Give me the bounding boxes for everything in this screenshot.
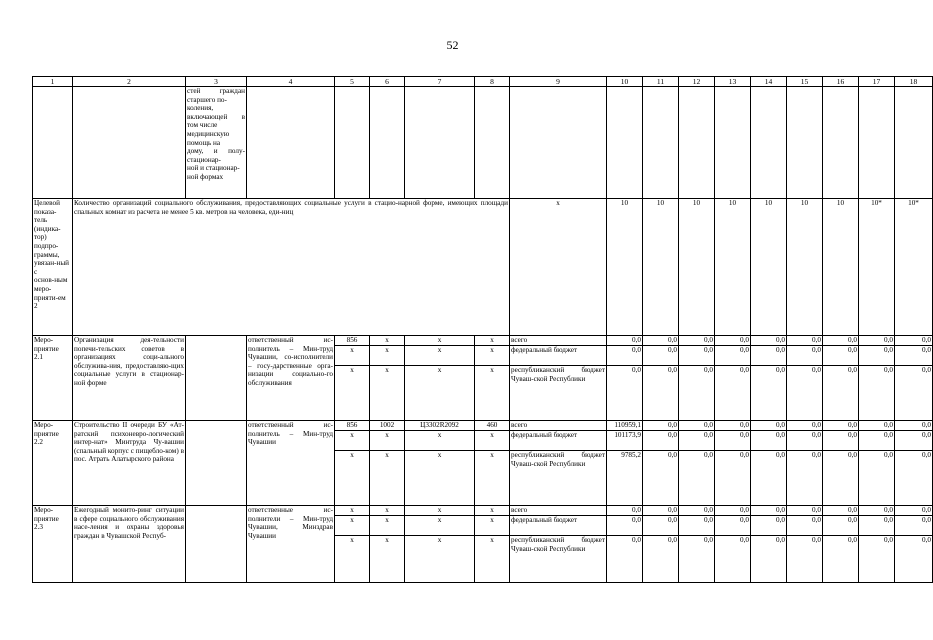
amount-cell: 0,0: [679, 451, 715, 506]
amount-cell: 0,0: [607, 516, 643, 536]
measure-name: Строительство II очереди БУ «Ат-ратский психоневро-логический интер-нат» Минтруда Чу-вашии (спальный корпус с пищебло-ком) в пос. Атрать Алатырского района: [73, 421, 186, 506]
amount-cell: 0,0: [643, 336, 679, 346]
code-target: х: [405, 451, 475, 506]
code-grbs: х: [335, 506, 370, 516]
measure-col3: [186, 336, 247, 421]
amount-cell: 0,0: [823, 346, 859, 366]
code-grbs: х: [335, 516, 370, 536]
amount-cell: 0,0: [895, 516, 933, 536]
amount-cell: 0,0: [715, 536, 751, 583]
table-cell: [405, 87, 475, 199]
code-expense: х: [475, 451, 510, 506]
header-cell: 12: [679, 77, 715, 87]
amount-cell: 0,0: [895, 346, 933, 366]
amount-cell: 0,0: [679, 346, 715, 366]
code-section: х: [370, 336, 405, 346]
amount-cell: 0,0: [751, 536, 787, 583]
header-cell: 6: [370, 77, 405, 87]
table-cell: [751, 87, 787, 199]
code-grbs: х: [335, 451, 370, 506]
measure-responsible: ответственные ис-полнители – Мин-труд Чувашии, Минздрав Чувашии: [247, 506, 335, 583]
amount-cell: 0,0: [859, 431, 895, 451]
code-section: х: [370, 536, 405, 583]
code-expense: х: [475, 346, 510, 366]
amount-cell: 0,0: [751, 506, 787, 516]
table-cell: [247, 87, 335, 199]
measure-name: Ежегодный монито-ринг ситуации в сфере социального обслуживания насе-ления и охраны здоровья граждан в Чувашской Респуб-: [73, 506, 186, 583]
header-cell: 13: [715, 77, 751, 87]
code-expense: х: [475, 516, 510, 536]
header-cell: 5: [335, 77, 370, 87]
amount-cell: 0,0: [823, 336, 859, 346]
code-target: х: [405, 431, 475, 451]
code-grbs: х: [335, 536, 370, 583]
header-cell: 1: [33, 77, 73, 87]
funding-source: федеральный бюджет: [510, 431, 607, 451]
code-target: Ц3302R2092: [405, 421, 475, 431]
header-cell: 16: [823, 77, 859, 87]
measure-col3: [186, 506, 247, 583]
funding-source: всего: [510, 506, 607, 516]
indicator-description: Количество организаций социального обслуживания, предоставляющих социальные услуги в стацио-нарной форме, имеющих площади спальных комнат из расчета не менее 5 кв. метров на человека, еди-ниц: [73, 199, 510, 336]
measure-responsible: ответственный ис-полнитель – Мин-труд Чувашии, со-исполнители – госу-дарственные орга-низации социально-го обслуживания: [247, 336, 335, 421]
continuation-row: [33, 87, 933, 199]
measure-responsible: ответственный ис-полнитель – Мин-труд Чувашии: [247, 421, 335, 506]
code-expense: 460: [475, 421, 510, 431]
indicator-value: 10*: [895, 199, 933, 336]
indicator-row: [33, 199, 933, 336]
table-cell: [823, 87, 859, 199]
indicator-label: [33, 199, 73, 336]
table-row: [33, 336, 933, 346]
amount-cell: 0,0: [787, 366, 823, 421]
continuation-text: стей граждан старшего по- коления, включающей в том числе медицинскую помощь на дому, и полу-стационар- ной и стационар- ной формах: [187, 87, 245, 181]
code-grbs: х: [335, 366, 370, 421]
code-section: 1002: [370, 421, 405, 431]
table-row: [33, 421, 933, 431]
code-target: х: [405, 366, 475, 421]
amount-cell: 0,0: [751, 336, 787, 346]
funding-source: федеральный бюджет: [510, 346, 607, 366]
amount-cell: 0,0: [787, 506, 823, 516]
funding-source: всего: [510, 336, 607, 346]
amount-cell: 0,0: [643, 516, 679, 536]
amount-cell: 0,0: [715, 421, 751, 431]
funding-source: республиканский бюджет Чуваш-ской Республики: [510, 366, 607, 421]
indicator-label-text: Целевой показа- тель (индика-тор) подпро-граммы, увязан-ный с основ-ным меро- прияти-ем 2: [34, 199, 69, 311]
amount-cell: 0,0: [787, 421, 823, 431]
table-cell: [73, 87, 186, 199]
indicator-col9: х: [510, 199, 607, 336]
table-cell: [643, 87, 679, 199]
funding-source: федеральный бюджет: [510, 516, 607, 536]
code-grbs: х: [335, 431, 370, 451]
amount-cell: 0,0: [787, 346, 823, 366]
measure-label-text: Меро- приятие 2.2: [34, 421, 59, 447]
amount-cell: 0,0: [679, 431, 715, 451]
amount-cell: 0,0: [679, 516, 715, 536]
code-target: х: [405, 516, 475, 536]
header-cell: 9: [510, 77, 607, 87]
amount-cell: 0,0: [823, 366, 859, 421]
amount-cell: 0,0: [715, 346, 751, 366]
header-cell: 17: [859, 77, 895, 87]
indicator-value: 10: [787, 199, 823, 336]
amount-cell: 0,0: [643, 366, 679, 421]
amount-cell: 0,0: [787, 536, 823, 583]
amount-cell: 0,0: [859, 506, 895, 516]
header-cell: 18: [895, 77, 933, 87]
code-section: х: [370, 506, 405, 516]
amount-cell: 0,0: [751, 421, 787, 431]
amount-cell: 0,0: [859, 336, 895, 346]
amount-cell: 0,0: [679, 421, 715, 431]
header-cell: 2: [73, 77, 186, 87]
code-target: х: [405, 536, 475, 583]
code-section: х: [370, 366, 405, 421]
amount-cell: 0,0: [859, 366, 895, 421]
table-cell: [715, 87, 751, 199]
amount-cell: 0,0: [643, 451, 679, 506]
amount-cell: 0,0: [823, 451, 859, 506]
amount-cell: 0,0: [643, 431, 679, 451]
amount-cell: 0,0: [823, 431, 859, 451]
amount-cell: 0,0: [751, 366, 787, 421]
amount-cell: 0,0: [823, 516, 859, 536]
budget-table: [32, 76, 933, 583]
amount-cell: 0,0: [751, 516, 787, 536]
amount-cell: 0,0: [859, 536, 895, 583]
code-target: х: [405, 506, 475, 516]
header-cell: 4: [247, 77, 335, 87]
amount-cell: 0,0: [715, 506, 751, 516]
table-cell: [787, 87, 823, 199]
amount-cell: 0,0: [895, 336, 933, 346]
amount-cell: 0,0: [751, 451, 787, 506]
indicator-value: 10: [679, 199, 715, 336]
measure-label-text: Меро- приятие 2.1: [34, 336, 59, 362]
amount-cell: 101173,9: [607, 431, 643, 451]
measure-label: [33, 506, 73, 583]
table-cell: [335, 87, 370, 199]
amount-cell: 0,0: [607, 506, 643, 516]
amount-cell: 0,0: [679, 336, 715, 346]
code-target: х: [405, 346, 475, 366]
amount-cell: 0,0: [607, 336, 643, 346]
code-expense: х: [475, 366, 510, 421]
amount-cell: 0,0: [859, 451, 895, 506]
amount-cell: 9785,2: [607, 451, 643, 506]
header-cell: 7: [405, 77, 475, 87]
code-expense: х: [475, 431, 510, 451]
table-row: [33, 506, 933, 516]
header-cell: 8: [475, 77, 510, 87]
indicator-value: 10: [823, 199, 859, 336]
amount-cell: 0,0: [679, 536, 715, 583]
amount-cell: 0,0: [787, 336, 823, 346]
code-section: х: [370, 451, 405, 506]
table-cell: [607, 87, 643, 199]
amount-cell: 0,0: [715, 366, 751, 421]
code-expense: х: [475, 506, 510, 516]
measure-label: [33, 336, 73, 421]
indicator-value: 10: [751, 199, 787, 336]
amount-cell: 0,0: [643, 536, 679, 583]
amount-cell: 0,0: [895, 366, 933, 421]
amount-cell: 0,0: [895, 506, 933, 516]
indicator-value: 10: [607, 199, 643, 336]
amount-cell: 0,0: [679, 506, 715, 516]
code-section: х: [370, 516, 405, 536]
amount-cell: 0,0: [715, 451, 751, 506]
amount-cell: 0,0: [823, 536, 859, 583]
code-expense: х: [475, 536, 510, 583]
amount-cell: 110959,1: [607, 421, 643, 431]
amount-cell: 0,0: [787, 516, 823, 536]
table-cell: [679, 87, 715, 199]
amount-cell: 0,0: [643, 506, 679, 516]
amount-cell: 0,0: [787, 451, 823, 506]
funding-source: всего: [510, 421, 607, 431]
table-cell: [186, 87, 247, 199]
code-target: х: [405, 336, 475, 346]
table-cell: [895, 87, 933, 199]
amount-cell: 0,0: [895, 451, 933, 506]
amount-cell: 0,0: [895, 536, 933, 583]
amount-cell: 0,0: [607, 536, 643, 583]
amount-cell: 0,0: [787, 431, 823, 451]
amount-cell: 0,0: [823, 506, 859, 516]
funding-source: республиканский бюджет Чуваш-ской Республики: [510, 536, 607, 583]
code-grbs: 856: [335, 421, 370, 431]
code-grbs: 856: [335, 336, 370, 346]
measure-label-text: Меро- приятие 2.3: [34, 506, 59, 532]
header-cell: 15: [787, 77, 823, 87]
amount-cell: 0,0: [751, 346, 787, 366]
funding-source: республиканский бюджет Чуваш-ской Республики: [510, 451, 607, 506]
table-cell: [859, 87, 895, 199]
measure-col3: [186, 421, 247, 506]
header-cell: 3: [186, 77, 247, 87]
code-section: х: [370, 346, 405, 366]
amount-cell: 0,0: [859, 346, 895, 366]
header-row: [33, 77, 933, 87]
table-cell: [475, 87, 510, 199]
code-grbs: х: [335, 346, 370, 366]
amount-cell: 0,0: [823, 421, 859, 431]
measure-label: [33, 421, 73, 506]
amount-cell: 0,0: [895, 431, 933, 451]
amount-cell: 0,0: [643, 346, 679, 366]
amount-cell: 0,0: [859, 421, 895, 431]
indicator-value: 10*: [859, 199, 895, 336]
amount-cell: 0,0: [715, 431, 751, 451]
table-cell: [33, 87, 73, 199]
indicator-value: 10: [715, 199, 751, 336]
header-cell: 10: [607, 77, 643, 87]
indicator-value: 10: [643, 199, 679, 336]
amount-cell: 0,0: [751, 431, 787, 451]
measure-name: Организация дея-тельности попечи-тельских советов в организациях соци-ального обслужива-ния, предоставляю-щих социальные услуги в стационар-ной форме: [73, 336, 186, 421]
table-cell: [510, 87, 607, 199]
page-number: 52: [446, 38, 459, 52]
header-cell: 11: [643, 77, 679, 87]
header-cell: 14: [751, 77, 787, 87]
amount-cell: 0,0: [643, 421, 679, 431]
amount-cell: 0,0: [607, 366, 643, 421]
code-section: х: [370, 431, 405, 451]
code-expense: х: [475, 336, 510, 346]
amount-cell: 0,0: [679, 366, 715, 421]
amount-cell: 0,0: [715, 516, 751, 536]
table-cell: [370, 87, 405, 199]
amount-cell: 0,0: [715, 336, 751, 346]
amount-cell: 0,0: [859, 516, 895, 536]
amount-cell: 0,0: [607, 346, 643, 366]
amount-cell: 0,0: [895, 421, 933, 431]
